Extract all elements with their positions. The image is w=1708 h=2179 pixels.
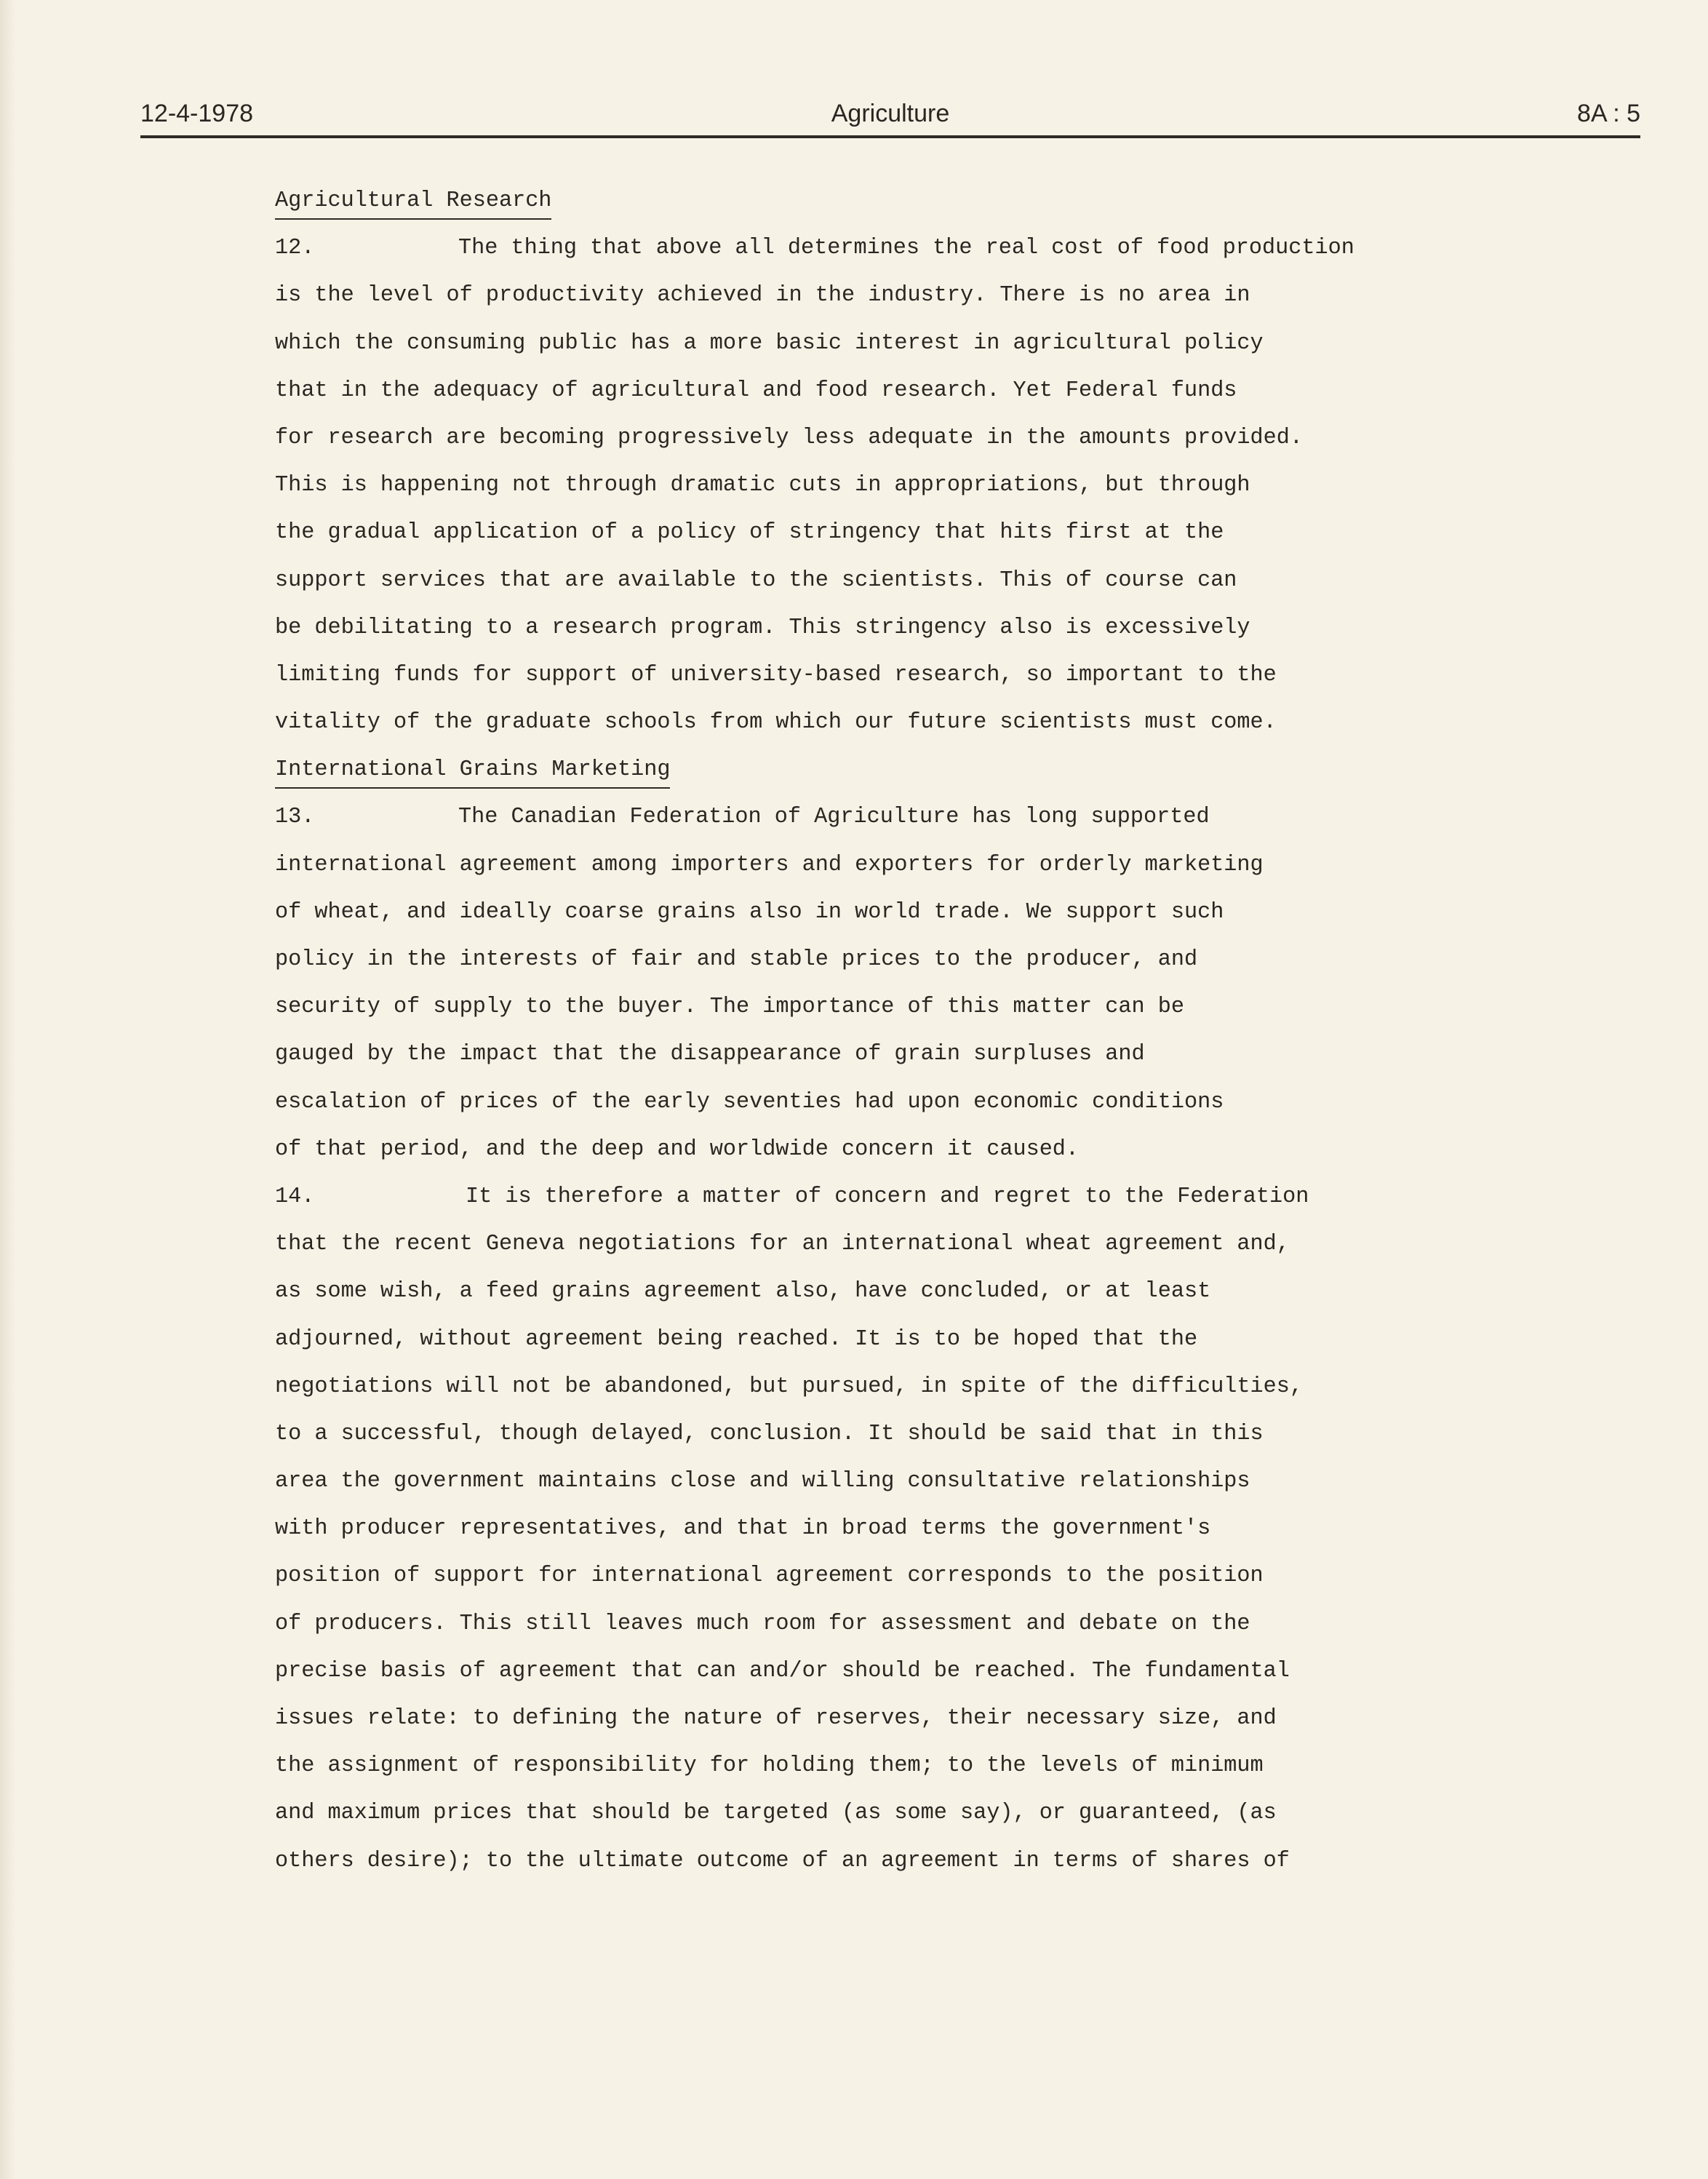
paragraph-line (275, 225, 1541, 272)
paragraph-text: The thing that above all determines the real cost of food production (458, 236, 1354, 261)
paragraph-line: be debilitating to a research program. This stringency also is excessively (275, 615, 1250, 640)
paragraph-line: area the government maintains close and willing consultative relationships (275, 1469, 1250, 1494)
document-body (275, 178, 1541, 1885)
paragraph-line: for research are becoming progressively less adequate in the amounts provided. (275, 425, 1304, 450)
paragraph-line (275, 794, 1541, 841)
paragraph-line: that the recent Geneva negotiations for an international wheat agreement and, (275, 1232, 1290, 1257)
header-page-number: 8A : 5 (1577, 100, 1640, 127)
header-date: 12-4-1978 (140, 100, 254, 127)
paragraph-text: It is therefore a matter of concern and regret to the Federation (466, 1184, 1309, 1209)
paragraph-number: 13. (275, 805, 315, 830)
paragraph-line: with producer representatives, and that in broad terms the government's (275, 1516, 1211, 1542)
paragraph-line: to a successful, though delayed, conclusion. It should be said that in this (275, 1421, 1264, 1446)
paragraph-line: security of supply to the buyer. The importance of this matter can be (275, 995, 1184, 1020)
paragraph-line: escalation of prices of the early seventies had upon economic conditions (275, 1089, 1224, 1115)
paragraph-line: international agreement among importers and exporters for orderly marketing (275, 852, 1264, 877)
paragraph-number: 14. (275, 1184, 315, 1209)
paragraph-14 (275, 1174, 1541, 1885)
paragraph-line: This is happening not through dramatic cuts in appropriations, but through (275, 473, 1250, 498)
paragraph-line: the gradual application of a policy of stringency that hits first at the (275, 520, 1224, 546)
section-heading-line (275, 746, 1541, 794)
paragraph-line: of producers. This still leaves much room for assessment and debate on the (275, 1611, 1250, 1636)
paragraph-line: which the consuming public has a more basic interest in agricultural policy (275, 330, 1264, 356)
paragraph-line: adjourned, without agreement being reached. It is to be hoped that the (275, 1326, 1198, 1352)
paragraph-line: vitality of the graduate schools from which our future scientists must come. (275, 710, 1277, 736)
paragraph-number: 12. (275, 236, 315, 261)
paragraph-line: gauged by the impact that the disappearance of grain surpluses and (275, 1042, 1145, 1067)
paragraph-line: of wheat, and ideally coarse grains also in world trade. We support such (275, 899, 1224, 925)
paragraph-line: is the level of productivity achieved in the industry. There is no area in (275, 283, 1250, 308)
paragraph-line: as some wish, a feed grains agreement also, have concluded, or at least (275, 1279, 1211, 1304)
paragraph-line: support services that are available to the scientists. This of course can (275, 567, 1237, 593)
paragraph-line: that in the adequacy of agricultural and food research. Yet Federal funds (275, 378, 1237, 403)
paragraph-12 (275, 225, 1541, 746)
paragraph-line: precise basis of agreement that can and/or should be reached. The fundamental (275, 1658, 1290, 1684)
paragraph-line: others desire); to the ultimate outcome of an agreement in terms of shares of (275, 1848, 1290, 1873)
paragraph-line: negotiations will not be abandoned, but pursued, in spite of the difficulties, (275, 1374, 1304, 1399)
paragraph-line: issues relate: to defining the nature of reserves, their necessary size, and (275, 1706, 1277, 1731)
paragraph-line: of that period, and the deep and worldwide concern it caused. (275, 1136, 1080, 1162)
section-heading-international-grains-marketing: International Grains Marketing (275, 755, 670, 789)
page-header (140, 96, 1640, 138)
paragraph-line: the assignment of responsibility for holding them; to the levels of minimum (275, 1753, 1264, 1779)
paragraph-line: and maximum prices that should be targeted (as some say), or guaranteed, (as (275, 1801, 1277, 1826)
paragraph-line: policy in the interests of fair and stable prices to the producer, and (275, 947, 1198, 972)
page-edge (0, 0, 16, 2179)
section-heading-agricultural-research: Agricultural Research (275, 186, 551, 220)
paragraph-line: position of support for international agreement corresponds to the position (275, 1563, 1264, 1589)
header-title: Agriculture (831, 100, 950, 127)
paragraph-line: limiting funds for support of university-based research, so important to the (275, 662, 1277, 688)
paragraph-text: The Canadian Federation of Agriculture has long supported (458, 805, 1210, 830)
section-heading-line (275, 178, 1541, 225)
paragraph-13 (275, 794, 1541, 1174)
paragraph-line (275, 1174, 1541, 1221)
